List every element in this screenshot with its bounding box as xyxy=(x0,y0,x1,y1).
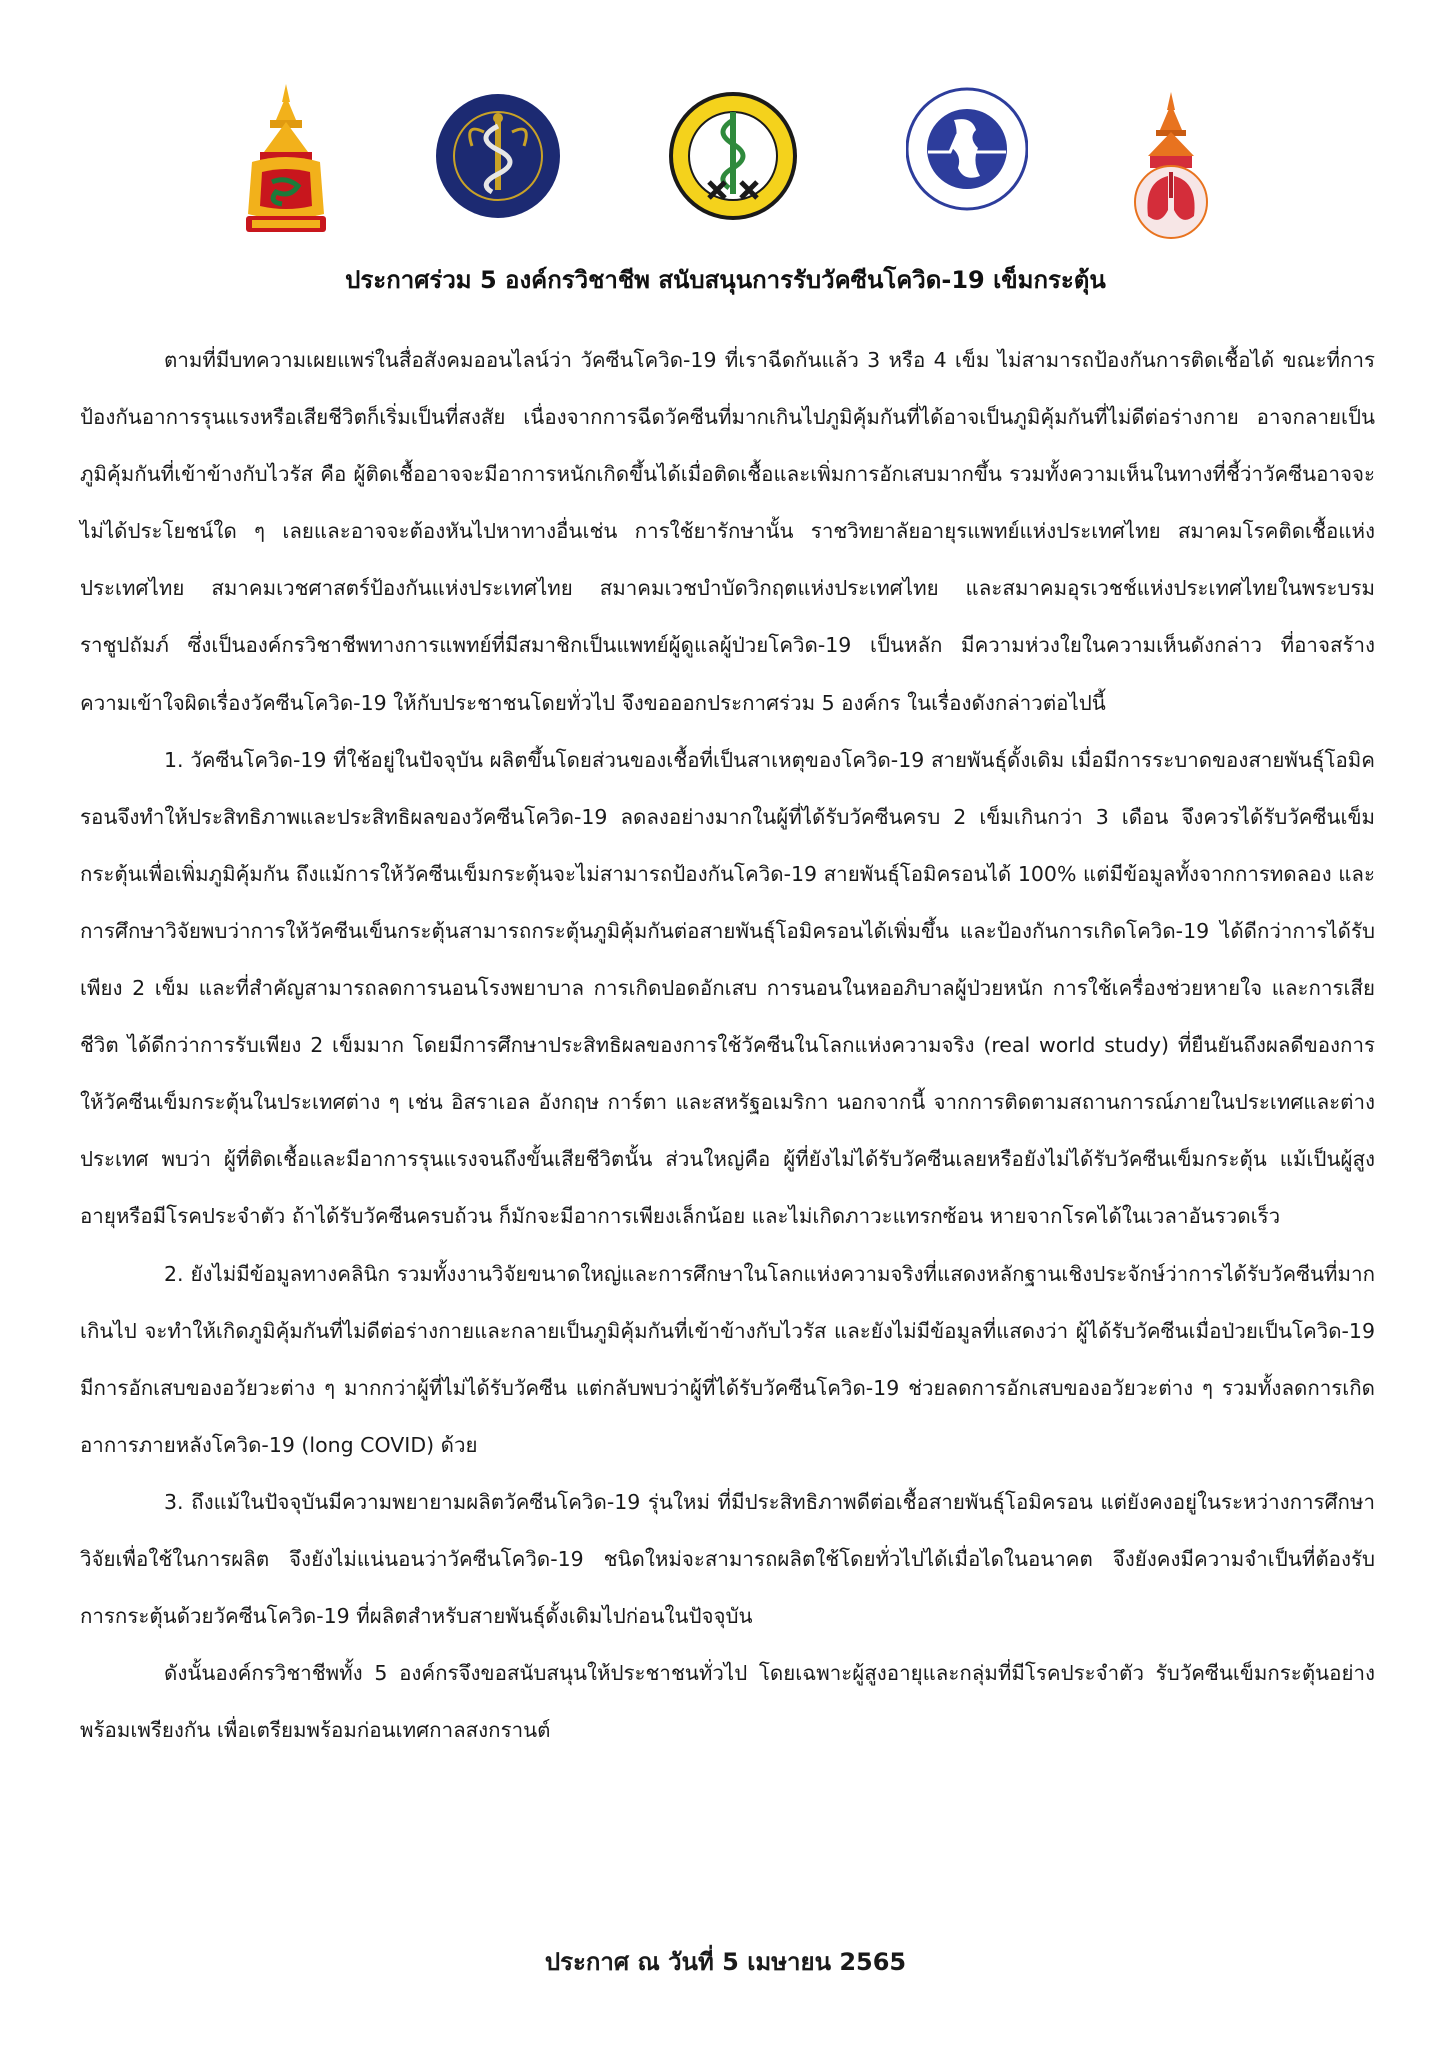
logo-row xyxy=(0,82,1451,252)
intro-paragraph: ตามที่มีบทความเผยแพร่ในสื่อสังคมออนไลน์ว่า วัคซีนโควิด-19 ที่เราฉีดกันแล้ว 3 หรือ 4 เข็ม ไม่สามารถป้องกันการติดเชื้อได้ ขณะที่การป้องกันอาการรุนแรงหรือเสียชีวิตก็เริ่มเป็นที่สงสัย เนื่องจากการฉีดวัคซีนที่มากเกินไปภูมิคุ้มกันที่ได้อาจเป็นภูมิคุ้มกันที่ไม่ดีต่อร่างกาย อาจกลายเป็นภูมิคุ้มกันที่เข้าข้างกับไวรัส คือ ผู้ติดเชื้ออาจจะมีอาการหนักเกิดขึ้นได้เมื่อติดเชื้อและเพิ่มการอักเสบมากขึ้น รวมทั้งความเห็นในทางที่ชี้ว่าวัคซีนอาจจะไม่ได้ประโยชน์ใด ๆ เลยและอาจจะต้องหันไปหาทางอื่นเช่น การใช้ยารักษานั้น ราชวิทยาลัยอายุรแพทย์แห่งประเทศไทย สมาคมโรคติดเชื้อแห่งประเทศไทย สมาคมเวชศาสตร์ป้องกันแห่งประเทศไทย สมาคมเวชบำบัดวิกฤตแห่งประเทศไทย และสมาคมอุรเวชช์แห่งประเทศไทยในพระบรมราชูปถัมภ์ ซึ่งเป็นองค์กรวิชาชีพทางการแพทย์ที่มีสมาชิกเป็นแพทย์ผู้ดูแลผู้ป่วยโควิด-19 เป็นหลัก มีความห่วงใยในความเห็นดังกล่าว ที่อาจสร้างความเข้าใจผิดเรื่องวัคซีนโควิด-19 ให้กับประชาชนโดยทั่วไป จึงขอออกประกาศร่วม 5 องค์กร ในเรื่องดังกล่าวต่อไปนี้ xyxy=(80,348,1375,715)
conclusion-paragraph: ดังนั้นองค์กรวิชาชีพทั้ง 5 องค์กรจึงขอสนับสนุนให้ประชาชนทั่วไป โดยเฉพาะผู้สูงอายุและกลุ่มที่มีโรคประจำตัว รับวัคซีนเข็มกระตุ้นอย่างพร้อมเพรียงกัน เพื่อเตรียมพร้อมก่อนเทศกาลสงกรานต์ xyxy=(80,1661,1375,1743)
critical-care-society-seal xyxy=(906,86,1028,212)
point-3-paragraph: 3. ถึงแม้ในปัจจุบันมีความพยายามผลิตวัคซีนโควิด-19 รุ่นใหม่ ที่มีประสิทธิภาพดีต่อเชื้อสายพันธุ์โอมิครอน แต่ยังคงอยู่ในระหว่างการศึกษาวิจัยเพื่อใช้ในการผลิต จึงยังไม่แน่นอนว่าวัคซีนโควิด-19 ชนิดใหม่จะสามารถผลิตใช้โดยทั่วไปได้เมื่อไดในอนาคต จึงยังคงมีความจำเป็นที่ต้องรับการกระตุ้นด้วยวัคซีนโควิด-19 ที่ผลิตสำหรับสายพันธุ์ดั้งเดิมไปก่อนในปัจจุบัน xyxy=(80,1489,1375,1629)
infectious-disease-association-seal xyxy=(434,92,562,220)
point-1-paragraph: 1. วัคซีนโควิด-19 ที่ใช้อยู่ในปัจจุบัน ผลิตขึ้นโดยส่วนของเชื้อที่เป็นสาเหตุของโควิด-19 สายพันธุ์ดั้งเดิม เมื่อมีการระบาดของสายพันธุ์โอมิครอนจึงทำให้ประสิทธิภาพและประสิทธิผลของวัคซีนโควิด-19 ลดลงอย่างมากในผู้ที่ได้รับวัคซีนครบ 2 เข็มเกินกว่า 3 เดือน จึงควรได้รับวัคซีนเข็มกระตุ้นเพื่อเพิ่มภูมิคุ้มกัน ถึงแม้การให้วัคซีนเข็มกระตุ้นจะไม่สามารถป้องกันโควิด-19 สายพันธุ์โอมิครอนได้ 100% แต่มีข้อมูลทั้งจากการทดลอง และการศึกษาวิจัยพบว่าการให้วัคซีนเข็นกระตุ้นสามารถกระตุ้นภูมิคุ้มกันต่อสายพันธุ์โอมิครอนได้เพิ่มขึ้น และป้องกันการเกิดโควิด-19 ได้ดีกว่าการได้รับเพียง 2 เข็ม และที่สำคัญสามารถลดการนอนโรงพยาบาล การเกิดปอดอักเสบ การนอนในหออภิบาลผู้ป่วยหนัก การใช้เครื่องช่วยหายใจ และการเสียชีวิต ได้ดีกว่าการรับเพียง 2 เข็มมาก โดยมีการศึกษาประสิทธิผลของการใช้วัคซีนในโลกแห่งความจริง (real world study) ที่ยืนยันถึงผลดีของการให้วัคซีนเข็มกระตุ้นในประเทศต่าง ๆ เช่น อิสราเอล อังกฤษ การ์ตา และสหรัฐอเมริกา นอกจากนี้ จากการติดตามสถานการณ์ภายในประเทศและต่างประเทศ พบว่า ผู้ที่ติดเชื้อและมีอาการรุนแรงจนถึงขั้นเสียชีวิตนั้น ส่วนใหญ่คือ ผู้ที่ยังไม่ได้รับวัคซีนเลยหรือยังไม่ได้รับวัคซีนเข็มกระตุ้น แม้เป็นผู้สูงอายุหรือมีโรคประจำตัว ถ้าได้รับวัคซีนครบถ้วน ก็มักจะมีอาการเพียงเล็กน้อย และไม่เกิดภาวะแทรกซ้อน หายจากโรคได้ในเวลาอันรวดเร็ว xyxy=(80,747,1375,1229)
royal-college-emblem xyxy=(238,82,334,242)
announcement-date: ประกาศ ณ วันที่ 5 เมษายน 2565 xyxy=(544,1948,907,1976)
announcement-title: ประกาศร่วม 5 องค์กรวิชาชีพ สนับสนุนการรับวัคซีนโควิด-19 เข็มกระตุ้น xyxy=(345,266,1106,294)
announcement-body xyxy=(80,332,1375,1759)
preventive-medicine-association-seal xyxy=(667,90,799,222)
point-2-paragraph: 2. ยังไม่มีข้อมูลทางคลินิก รวมทั้งงานวิจัยขนาดใหญ่และการศึกษาในโลกแห่งความจริงที่แสดงหลักฐานเชิงประจักษ์ว่าการได้รับวัคซีนที่มากเกินไป จะทำให้เกิดภูมิคุ้มกันที่ไม่ดีต่อร่างกายและกลายเป็นภูมิคุ้มกันที่เข้าข้างกับไวรัส และยังไม่มีข้อมูลที่แสดงว่า ผู้ได้รับวัคซีนเมื่อป่วยเป็นโควิด-19 มีการอักเสบของอวัยวะต่าง ๆ มากกว่าผู้ที่ไม่ได้รับวัคซีน แต่กลับพบว่าผู้ที่ได้รับวัคซีนโควิด-19 ช่วยลดการอักเสบของอวัยวะต่าง ๆ รวมทั้งลดการเกิดอาการภายหลังโควิด-19 (long COVID) ด้วย xyxy=(80,1261,1375,1457)
thoracic-society-emblem xyxy=(1130,90,1212,246)
